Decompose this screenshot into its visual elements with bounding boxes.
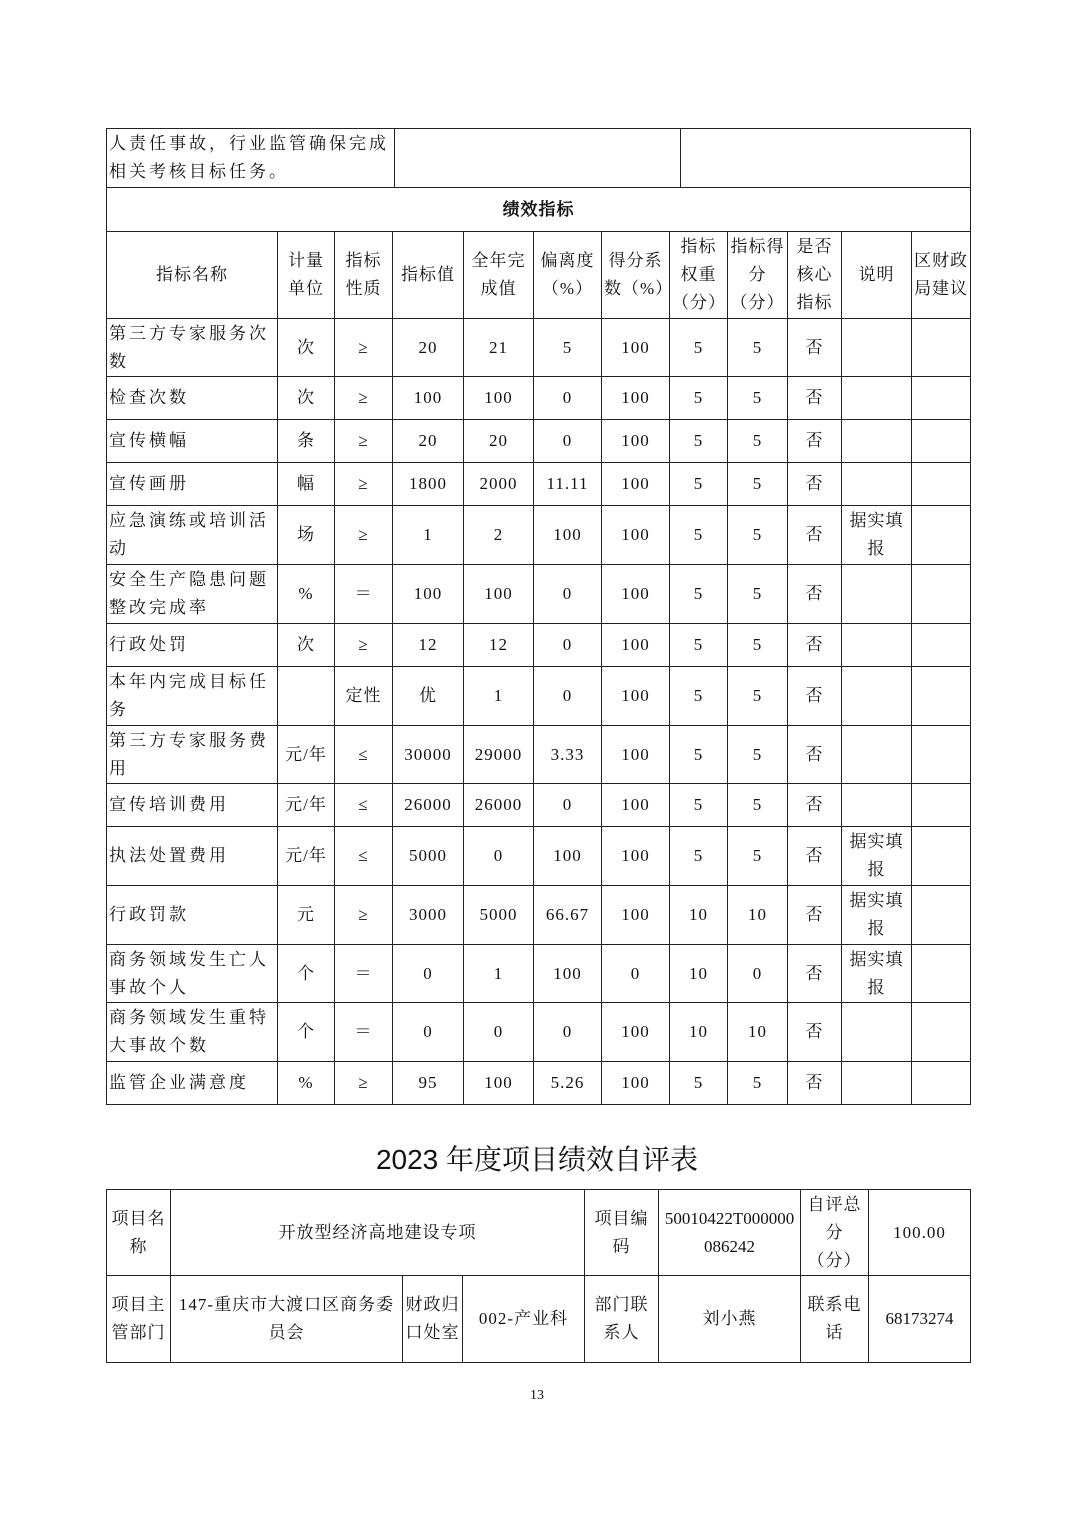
- cell: 否: [788, 319, 842, 377]
- indicator-name: 行政处罚: [107, 624, 278, 667]
- cell: 否: [788, 463, 842, 506]
- top-continuation-table: [106, 128, 971, 188]
- cell: 5000: [464, 886, 534, 945]
- cell: 据实填报: [842, 827, 912, 886]
- cell: 20: [393, 319, 464, 377]
- cell: 1800: [393, 463, 464, 506]
- project-info-table: [106, 1189, 971, 1363]
- cell: [842, 667, 912, 726]
- cell: 100: [602, 506, 670, 565]
- project-code-label: 项目编码: [585, 1190, 659, 1276]
- cell: 100: [602, 319, 670, 377]
- cell: 100: [534, 506, 602, 565]
- column-header: 得分系数（%）: [602, 232, 670, 319]
- cell: 定性: [335, 667, 393, 726]
- cell: 否: [788, 945, 842, 1003]
- cell: 29000: [464, 726, 534, 784]
- cell: 2000: [464, 463, 534, 506]
- cell: 5: [670, 667, 728, 726]
- project-name-label: 项目名称: [107, 1190, 171, 1276]
- cell: [912, 565, 971, 624]
- column-header: 偏离度（%）: [534, 232, 602, 319]
- cell: 2: [464, 506, 534, 565]
- finance-office: 002-产业科: [463, 1276, 585, 1363]
- cell: 100: [602, 463, 670, 506]
- cell: 0: [602, 945, 670, 1003]
- cell: ≥: [335, 377, 393, 420]
- cell: 5: [728, 1062, 788, 1105]
- table-row: [107, 420, 971, 463]
- cell: 场: [278, 506, 335, 565]
- cell: 次: [278, 624, 335, 667]
- cell: 元/年: [278, 784, 335, 827]
- cell: 5: [670, 827, 728, 886]
- indicator-name: 第三方专家服务费用: [107, 726, 278, 784]
- cell: ≥: [335, 624, 393, 667]
- column-header: 指标值: [393, 232, 464, 319]
- cell: ≤: [335, 784, 393, 827]
- cell: 5: [728, 726, 788, 784]
- indicator-name: 检查次数: [107, 377, 278, 420]
- cell: 5: [670, 624, 728, 667]
- cell: 否: [788, 827, 842, 886]
- cell: 否: [788, 420, 842, 463]
- indicator-name: 第三方专家服务次数: [107, 319, 278, 377]
- indicator-name: 监管企业满意度: [107, 1062, 278, 1105]
- cell: [912, 784, 971, 827]
- column-header: 说明: [842, 232, 912, 319]
- column-header: 指标名称: [107, 232, 278, 319]
- cell: 100: [602, 377, 670, 420]
- cell: 次: [278, 377, 335, 420]
- cell: 3.33: [534, 726, 602, 784]
- indicator-name: 应急演练或培训活动: [107, 506, 278, 565]
- cell: ≥: [335, 319, 393, 377]
- cell: 5: [728, 377, 788, 420]
- cell: 100: [534, 827, 602, 886]
- cell: 据实填报: [842, 886, 912, 945]
- indicator-name: 宣传培训费用: [107, 784, 278, 827]
- cell: 个: [278, 1003, 335, 1062]
- indicator-name: 行政罚款: [107, 886, 278, 945]
- phone: 68173274: [869, 1276, 971, 1363]
- table-row: [107, 726, 971, 784]
- cell: 30000: [393, 726, 464, 784]
- cell: [912, 827, 971, 886]
- cell: [912, 377, 971, 420]
- indicator-name: 执法处置费用: [107, 827, 278, 886]
- indicator-name: 商务领域发生亡人事故个人: [107, 945, 278, 1003]
- table-row: [107, 945, 971, 1003]
- cell: 100: [393, 377, 464, 420]
- phone-label: 联系电话: [801, 1276, 869, 1363]
- score-label: 自评总分（分）: [801, 1190, 869, 1276]
- table-row: [107, 565, 971, 624]
- cell: 否: [788, 1003, 842, 1062]
- cell: 0: [534, 784, 602, 827]
- cell: 元/年: [278, 827, 335, 886]
- cell: 5: [670, 784, 728, 827]
- cell: 95: [393, 1062, 464, 1105]
- performance-indicators-table: [106, 187, 971, 1105]
- cell: 100: [602, 886, 670, 945]
- cell: 5: [728, 506, 788, 565]
- cell: 0: [534, 667, 602, 726]
- form-title: 2023 年度项目绩效自评表: [375, 1144, 699, 1175]
- dept: 147-重庆市大渡口区商务委员会: [171, 1276, 403, 1363]
- cell: 否: [788, 377, 842, 420]
- cell: 元: [278, 886, 335, 945]
- cell: 5: [728, 463, 788, 506]
- cell: 否: [788, 1062, 842, 1105]
- cell: [912, 420, 971, 463]
- cell: 否: [788, 784, 842, 827]
- cell: [912, 945, 971, 1003]
- indicator-name: 商务领域发生重特大事故个数: [107, 1003, 278, 1062]
- cell: 100: [602, 624, 670, 667]
- cell: 100: [602, 1003, 670, 1062]
- table-row: [107, 377, 971, 420]
- cell: 3000: [393, 886, 464, 945]
- cell: 5.26: [534, 1062, 602, 1105]
- cell: 5: [728, 565, 788, 624]
- cell: ＝: [335, 945, 393, 1003]
- cell: 否: [788, 565, 842, 624]
- cell: [842, 1062, 912, 1105]
- cell: 0: [534, 624, 602, 667]
- cell: 20: [464, 420, 534, 463]
- cell: 100: [602, 420, 670, 463]
- cell: 优: [393, 667, 464, 726]
- cell: 次: [278, 319, 335, 377]
- cell: 100: [602, 827, 670, 886]
- cell: [912, 1003, 971, 1062]
- cell: 11.11: [534, 463, 602, 506]
- cell: [912, 624, 971, 667]
- cell: 据实填报: [842, 506, 912, 565]
- cell: 12: [393, 624, 464, 667]
- cell: [842, 420, 912, 463]
- contact: 刘小燕: [659, 1276, 801, 1363]
- table-row: [107, 784, 971, 827]
- cell: 10: [670, 945, 728, 1003]
- cell: 0: [728, 945, 788, 1003]
- cell: 100: [602, 726, 670, 784]
- cell: 1: [464, 945, 534, 1003]
- cell: 26000: [464, 784, 534, 827]
- finance-office-label: 财政归口处室: [403, 1276, 463, 1363]
- cell: [842, 565, 912, 624]
- cell: 26000: [393, 784, 464, 827]
- cell: 5: [670, 377, 728, 420]
- column-header: 指标得分（分）: [728, 232, 788, 319]
- dept-label: 项目主管部门: [107, 1276, 171, 1363]
- cell: ≥: [335, 1062, 393, 1105]
- cell: [912, 726, 971, 784]
- cell: 否: [788, 624, 842, 667]
- column-header: 指标权重（分）: [670, 232, 728, 319]
- cell: [842, 319, 912, 377]
- cell: 100: [464, 565, 534, 624]
- cell: 66.67: [534, 886, 602, 945]
- cell: 5: [670, 565, 728, 624]
- cell: 5: [670, 726, 728, 784]
- column-header: 计量单位: [278, 232, 335, 319]
- page-number: 13: [530, 1388, 544, 1403]
- table-row: [107, 1003, 971, 1062]
- cell: 0: [464, 1003, 534, 1062]
- cell: 0: [393, 945, 464, 1003]
- cell: %: [278, 565, 335, 624]
- cell: ≥: [335, 886, 393, 945]
- cell: 5: [670, 506, 728, 565]
- cell: 5: [670, 420, 728, 463]
- project-name: 开放型经济高地建设专项: [171, 1190, 585, 1276]
- cell: 1: [464, 667, 534, 726]
- cell: 10: [728, 886, 788, 945]
- cell: [912, 1062, 971, 1105]
- cell: [842, 726, 912, 784]
- cell: 5: [670, 1062, 728, 1105]
- cell: 否: [788, 667, 842, 726]
- cell: 0: [393, 1003, 464, 1062]
- table-row: [107, 624, 971, 667]
- table-row: [107, 1062, 971, 1105]
- cell: 10: [670, 886, 728, 945]
- table-row: [107, 506, 971, 565]
- cell: 12: [464, 624, 534, 667]
- indicator-name: 安全生产隐患问题整改完成率: [107, 565, 278, 624]
- cell: 5: [728, 420, 788, 463]
- cell: [912, 506, 971, 565]
- cell: 5: [728, 827, 788, 886]
- cell: ≥: [335, 420, 393, 463]
- cell: ＝: [335, 565, 393, 624]
- cell: ≤: [335, 726, 393, 784]
- cell: ≥: [335, 506, 393, 565]
- cell: 否: [788, 886, 842, 945]
- cell: 5: [534, 319, 602, 377]
- cell: [912, 667, 971, 726]
- cell: 20: [393, 420, 464, 463]
- cell: 100: [602, 667, 670, 726]
- cell: 0: [534, 1003, 602, 1062]
- table-row: [107, 886, 971, 945]
- cell: 10: [670, 1003, 728, 1062]
- table-row: [107, 463, 971, 506]
- cell: ≥: [335, 463, 393, 506]
- cell: 1: [393, 506, 464, 565]
- cell: 5000: [393, 827, 464, 886]
- cell: [842, 463, 912, 506]
- cell: [912, 886, 971, 945]
- cell: [842, 784, 912, 827]
- cell: [842, 1003, 912, 1062]
- cell: 个: [278, 945, 335, 1003]
- table-row: [107, 667, 971, 726]
- cell: 100: [534, 945, 602, 1003]
- cell: 5: [670, 463, 728, 506]
- cell: 21: [464, 319, 534, 377]
- cell: 否: [788, 726, 842, 784]
- cell: 5: [670, 319, 728, 377]
- cell: [278, 667, 335, 726]
- indicator-name: 宣传画册: [107, 463, 278, 506]
- cell: [842, 377, 912, 420]
- cell: %: [278, 1062, 335, 1105]
- cell: [842, 624, 912, 667]
- cell: 5: [728, 784, 788, 827]
- cell: 5: [728, 624, 788, 667]
- column-header: 指标性质: [335, 232, 393, 319]
- section-title: 绩效指标: [107, 188, 971, 232]
- cell: 100: [602, 1062, 670, 1105]
- cell: 0: [534, 377, 602, 420]
- cell: 10: [728, 1003, 788, 1062]
- total-score: 100.00: [869, 1190, 971, 1276]
- cell: [912, 463, 971, 506]
- table-row: [107, 319, 971, 377]
- cell: 100: [464, 1062, 534, 1105]
- cell: 据实填报: [842, 945, 912, 1003]
- cell: ≤: [335, 827, 393, 886]
- contact-label: 部门联系人: [585, 1276, 659, 1363]
- continued-text: 人责任事故，行业监管确保完成相关考核目标任务。: [107, 129, 395, 188]
- cell: 幅: [278, 463, 335, 506]
- cell: 100: [602, 784, 670, 827]
- cell: [912, 319, 971, 377]
- cell: 条: [278, 420, 335, 463]
- cell: 5: [728, 667, 788, 726]
- column-header: 全年完成值: [464, 232, 534, 319]
- cell: 100: [393, 565, 464, 624]
- cell: 5: [728, 319, 788, 377]
- column-header: 区财政局建议: [912, 232, 971, 319]
- cell: 否: [788, 506, 842, 565]
- cell: ＝: [335, 1003, 393, 1062]
- table-row: [107, 827, 971, 886]
- indicator-name: 本年内完成目标任务: [107, 667, 278, 726]
- cell: 0: [534, 565, 602, 624]
- column-header: 是否核心指标: [788, 232, 842, 319]
- cell: 100: [602, 565, 670, 624]
- cell: 100: [464, 377, 534, 420]
- indicator-name: 宣传横幅: [107, 420, 278, 463]
- project-code: 50010422T000000086242: [659, 1190, 801, 1276]
- cell: 0: [464, 827, 534, 886]
- cell: 0: [534, 420, 602, 463]
- cell: 元/年: [278, 726, 335, 784]
